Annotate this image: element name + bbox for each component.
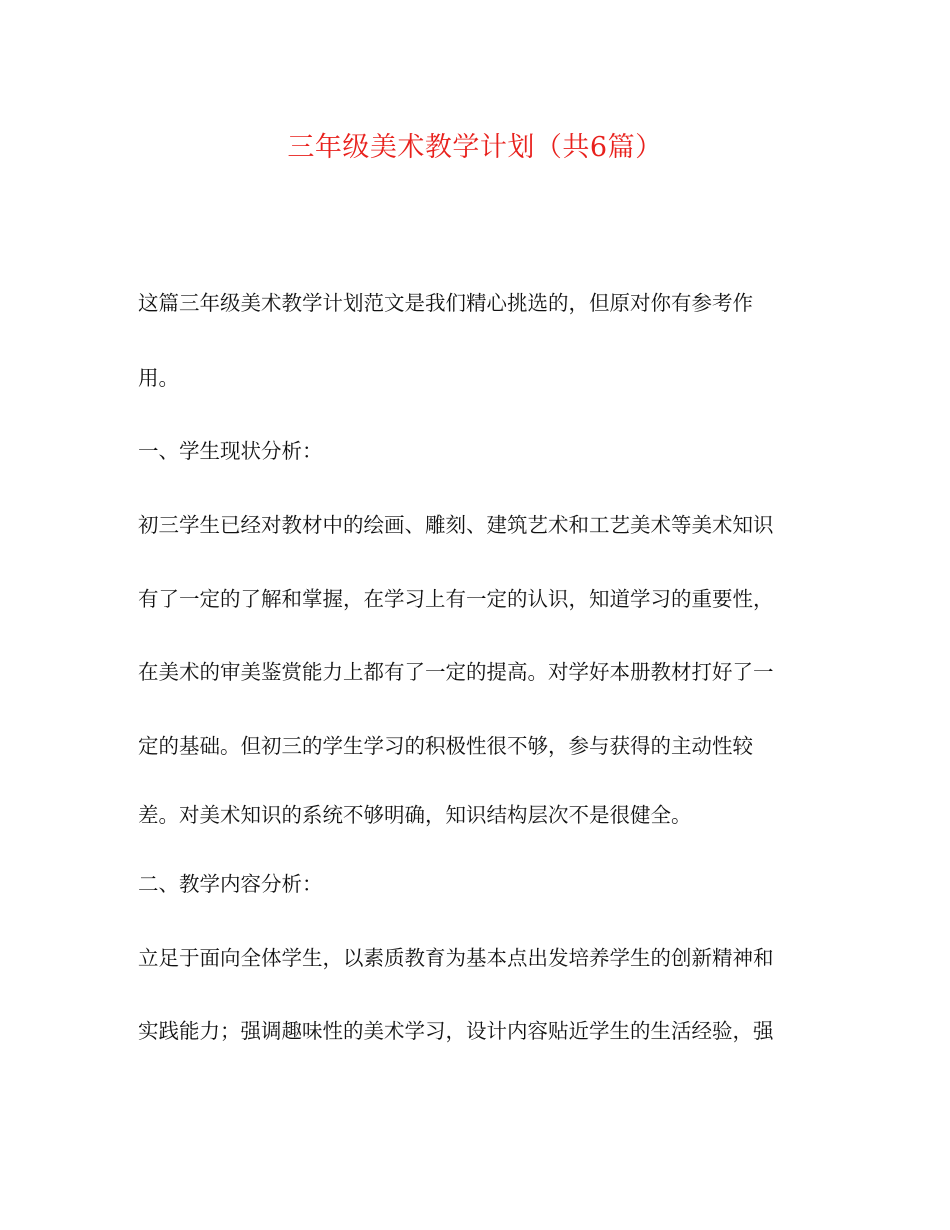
paragraph-line: 定的基础。但初三的学生学习的积极性很不够，参与获得的主动性较 (138, 734, 753, 758)
section-heading-1: 一、学生现状分析： (138, 439, 323, 463)
paragraph-line: 实践能力；强调趣味性的美术学习，设计内容贴近学生的生活经验，强 (138, 1019, 774, 1043)
paragraph-line: 立足于面向全体学生，以素质教育为基本点出发培养学生的创新精神和 (138, 946, 774, 970)
document-title: 三年级美术教学计划（共6篇） (287, 132, 663, 163)
intro-line-1: 这篇三年级美术教学计划范文是我们精心挑选的，但原对你有参考作 (138, 291, 753, 315)
paragraph-line: 在美术的审美鉴赏能力上都有了一定的提高。对学好本册教材打好了一 (138, 660, 774, 684)
section-heading-2: 二、教学内容分析： (138, 872, 323, 896)
paragraph-line: 初三学生已经对教材中的绘画、雕刻、建筑艺术和工艺美术等美术知识 (138, 513, 774, 537)
paragraph-line: 有了一定的了解和掌握，在学习上有一定的认识，知道学习的重要性， (138, 587, 774, 611)
paragraph-line: 差。对美术知识的系统不够明确，知识结构层次不是很健全。 (138, 803, 692, 827)
intro-line-2: 用。 (138, 366, 179, 390)
